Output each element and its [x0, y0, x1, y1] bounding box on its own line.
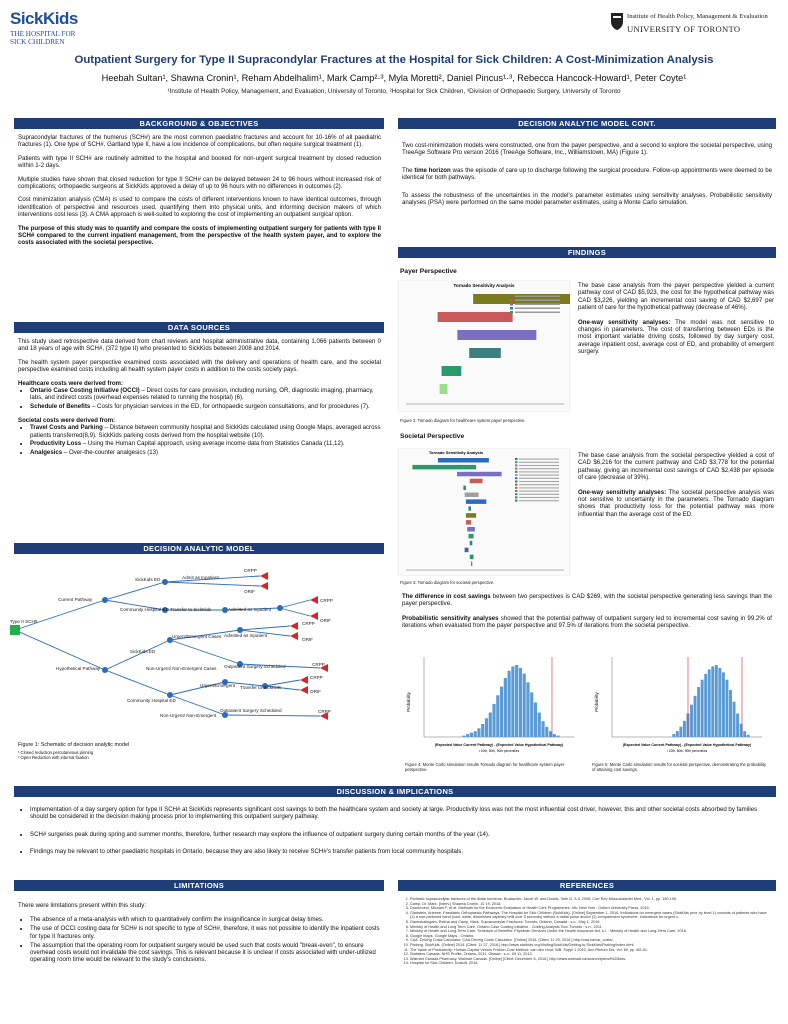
legend-swatch — [515, 496, 518, 498]
hist-payer-xlabel: (Expected Value Current Pathway) - (Expected Value Hypothetical Pathway) — [434, 743, 564, 747]
legend-text-placeholder — [519, 494, 559, 495]
leaf-crpp-4: CRPP — [312, 662, 325, 667]
reference-item: 2. Camp, Dr. Mark. [Interv.] Shawna Cronin. 10 19, 2016. — [410, 902, 772, 907]
societal-costs-heading: Societal costs were derived from: — [18, 416, 116, 424]
histogram-bar — [683, 721, 686, 737]
reference-item: 4. Gladstein, Arienne. Paediatric Orthopaedic Pathways. The Hospital for Sick Children (SickKids). [Online] September 1, 2016. Indications for emergent cases (SickKids prior by level 1) consists of patients who have (1) a non-perfused hand (cool, white, diminished capillary refill over 3 seconds) without a radial pulse and/or (2) compartment syndrome. Indications for urgent c. — [410, 911, 772, 920]
tornado-societal-bar — [470, 555, 474, 560]
histogram-bar — [725, 680, 728, 737]
tornado-societal-bar — [466, 520, 471, 525]
node-nonurgent-cases: Non-Urgent/ Non-Emergent Cases — [146, 666, 217, 671]
node-admitted-inpatient-3: Admitted as Inpatient — [224, 633, 268, 638]
tornado-societal-bar — [468, 506, 471, 511]
hist-payer-ylabel: Probability — [406, 692, 411, 712]
legend-swatch — [515, 468, 518, 470]
histogram-bar — [474, 731, 477, 737]
ihpme-name: Institute of Health Policy, Management & Evaluation — [627, 13, 768, 20]
discussion-header: DISCUSSION & IMPLICATIONS — [14, 786, 776, 797]
societal-costs-list — [30, 424, 381, 457]
payer-base-case: The base case analysis from the payer perspective yielded a current pathway cost of CAD $5,923, the cost for the hypothetical pathway was CAD $3,226, yielding an incremental cost saving of CAD $2,697 per patient of care for the hypothetical pathway (decrease of 46%). — [578, 282, 774, 312]
tornado-societal-bar — [470, 479, 483, 484]
histogram-societal-chart — [590, 652, 770, 760]
hospital-name-line1: THE HOSPITAL FOR — [10, 30, 76, 38]
tornado-societal-bar — [466, 513, 476, 518]
tornado-societal-title: Tornado Sensitivity Analysis — [428, 450, 484, 455]
background-p4: Cost minimization analysis (CMA) is used to compare the costs of different interventions known to have identical outcomes, through identification of perspective and resources used, quantifying them into physical units, and informing decision makers of which interventions cost less (3). A CMA approach is well-suited to exploring the cost of implementing an outpatient surgical option. — [18, 196, 381, 219]
histogram-bar — [489, 713, 492, 737]
footnote-2: ² Open Reduction with internal fixation — [18, 755, 89, 761]
reference-item: 11. The Value of Productivity: Human-Capital Versus Friction-Cost Method. van den Hout, WB. Suppl 1 2010, Ann Rheum Dis, Vol. 69, pp. i89-91. — [410, 948, 772, 953]
legend-text-placeholder — [519, 465, 559, 466]
list-item: • Productivity Loss – Using the Human Capital approach, using average income data from Statistics Canada (11,12). — [30, 440, 381, 447]
node-outpatient-scheduled-2: Outpatient Surgery Scheduled — [220, 708, 282, 713]
model-cont-p1: Two cost-minimization models were constructed, one from the payer perspective, and a second to explore the societal perspective, using TreeAge Software Pro version 2016 (TreeAge Software, Inc., Williamstown, MA) (Figure 1). — [402, 142, 772, 157]
data-sources-header: DATA SOURCES — [14, 322, 384, 333]
limitations-body — [18, 902, 381, 965]
histogram-bar — [470, 733, 473, 737]
histogram-bar — [545, 727, 548, 737]
histogram-bar — [477, 728, 480, 737]
model-cont-p2: The time horizon was the episode of care up to discharge following the surgical procedure. Follow-up appointments were deemed to be identical for both pathways. — [402, 166, 772, 182]
background-body — [18, 134, 381, 253]
histogram-bar — [466, 734, 469, 737]
societal-base-case: The base case analysis from the societal perspective yielded a cost of CAD $6,216 for the current pathway and CAD $3,778 for the potential pathway, giving an incremental cost savings of CAD $2,438 per episode of care (decrease of 39%). — [578, 452, 774, 482]
reference-item: 12. Statistics Canada. NHS Profile, Ontario, 2011. Ottawa : s.n., 09 11, 2013. — [410, 952, 772, 957]
legend-swatch — [515, 484, 518, 486]
histogram-bar — [747, 735, 750, 737]
node-transfer-sickkids-2: Transfer to SickKids — [240, 685, 281, 690]
hist-societal-ylabel: Probability — [594, 692, 599, 712]
figure2-caption: Figure 2: Tornado diagram for healthcare system payer perspective. — [400, 418, 526, 423]
reference-item: 9. CAA. Driving Costs Calculator. CAA Driving Costs Calculator. [Online] 2016. [Cited: 11 29, 2016.] http://caa.ca/car_costs/. — [410, 938, 772, 943]
reference-item: 6. Ministry of Health and Long Term Care. Ontario Case Costing Initiative - Costing Analysis Tool. Toronto : s.n., 2011. — [410, 925, 772, 930]
histogram-bar — [504, 678, 507, 737]
legend-text-placeholder — [519, 487, 559, 488]
tornado-societal-bar — [465, 548, 469, 553]
legend-text-placeholder — [515, 308, 560, 310]
histogram-bar — [496, 695, 499, 737]
leaf-crpp-1: CRPP — [244, 568, 257, 573]
leaf-crpp-6: CRPP — [318, 709, 331, 714]
hist-societal-note: • 10th, 50th, 90th percentiles — [666, 749, 708, 753]
legend-swatch — [510, 299, 513, 302]
legend-swatch — [515, 490, 518, 492]
sickkids-wordmark: SickKids — [10, 9, 78, 28]
tornado-societal-bar — [465, 493, 479, 498]
leaf-orif-5: ORIF — [310, 689, 321, 694]
node-transfer-sickkids: Transfer to SickKids — [170, 607, 211, 612]
leaf-orif-1: ORIF — [244, 589, 255, 594]
legend-swatch — [515, 461, 518, 463]
tornado-societal-bar — [467, 527, 475, 532]
list-item: • Analgesics – Over-the-counter analgesics (13) — [30, 449, 381, 456]
list-item: • Ontario Case Costing Initiative (OCCI) – Direct costs for care provision, including nursing, OR, diagnostic imaging, pharmacy, labs, and indirect costs (overhead expenses related to running the hospital) (6). — [30, 387, 381, 402]
node-current-pathway: Current Pathway — [58, 597, 93, 602]
histogram-bar — [701, 680, 704, 737]
legend-text-placeholder — [519, 500, 559, 501]
background-p1: Supracondylar fractures of the humerus (SCH#) are the most common paediatric fractures and account for 10-16% of all paediatric fractures (1). One type of SCH#, Gartland type II, have a low incidence of complications, but often require surgical treatment (1). — [18, 134, 381, 149]
list-item: • Implementation of a day surgery option for type II SCH# at SickKids represents significant cost savings to both the healthcare system and society at large. Productivity loss was not the most influential cost driver, however, this and other societal costs absorbed by families should be considered in the decision making process prior to implementing this outpatient surgery pathway. — [30, 806, 770, 821]
decision-model-header: DECISION ANALYTIC MODEL — [14, 543, 384, 554]
histogram-bar — [492, 704, 495, 737]
histogram-bar — [541, 721, 544, 737]
list-item: • Travel Costs and Parking – Distance between community hospital and SickKids calculated using Google Maps, averaged across patients transferred(8,9). SickKids parking costs derived from the hospital website (10). — [30, 424, 381, 439]
histogram-bar — [697, 687, 700, 737]
histogram-bar — [553, 734, 556, 737]
histogram-bar — [743, 731, 746, 737]
histogram-payer-chart — [402, 652, 582, 760]
leaf-crpp-3: CRPP — [302, 621, 315, 626]
legend-text-placeholder — [519, 471, 559, 472]
model-cont-p3: To assess the robustness of the uncertainties in the model's parameter estimates using sensitivity analyses. Probabilistic sensitivity analyses (PSA) were performed on the same model parameter estimates, using a Monte Carlo simulation. — [402, 191, 772, 207]
tornado-societal-bar — [438, 458, 489, 463]
figure4-caption: Figure 4: Monte Carlo simulation results Tornado diagram for healthcare system payer perspective. — [405, 762, 565, 772]
findings-header: FINDINGS — [398, 247, 776, 258]
decision-tree-diagram — [10, 560, 380, 738]
histogram-bar — [549, 731, 552, 737]
histogram-bar — [515, 665, 518, 737]
histogram-bar — [694, 696, 697, 737]
model-cont-header: DECISION ANALYTIC MODEL CONT. — [398, 118, 776, 129]
histogram-bar — [736, 713, 739, 737]
societal-results — [578, 452, 774, 524]
legend-swatch — [510, 303, 513, 306]
background-p3: Multiple studies have shown that closed reduction for type II SCH# can be delayed between 24 to 96 hours without increased risk of complications; orthopaedic surgeons at SickKids approved a delay of up to 96 hours with no differences in outcomes (2). — [18, 175, 381, 191]
legend-text-placeholder — [519, 462, 559, 463]
reference-item: 8. Google Maps. Google Maps - Ontario. — [410, 934, 772, 939]
node-outpatient-scheduled: Outpatient Surgery Scheduled — [224, 664, 286, 669]
histogram-bar — [711, 666, 714, 737]
tornado-payer-title: Tornado Sensitivity Analysis — [453, 283, 515, 288]
histogram-bar — [538, 713, 541, 737]
legend-text-placeholder — [519, 459, 559, 460]
tornado-payer-bar — [438, 312, 513, 322]
figure5-caption: Figure 5: Monte Carlo simulation results for societal perspective, demonstrating the probability of attaining cost savings. — [592, 762, 767, 772]
tornado-societal-bar — [457, 472, 502, 477]
list-item: • Schedule of Benefits – Costs for physician services in the ED, for orthopaedic surgeon consultations, and for procedures (7). — [30, 403, 381, 410]
legend-swatch — [510, 295, 513, 298]
background-p2: Patients with type II SCH# are routinely admitted to the hospital and booked for non-urgent surgical treatment by closed reduction within 1-2 days. — [18, 154, 381, 170]
legend-swatch — [510, 311, 513, 314]
tornado-payer-bar — [469, 348, 501, 358]
tornado-societal-chart — [398, 448, 570, 576]
healthcare-costs-list — [30, 387, 381, 411]
histogram-bar — [704, 674, 707, 737]
histogram-bar — [715, 665, 718, 737]
leaf-crpp-2: CRPP — [320, 598, 333, 603]
list-item: • The assumption that the operating room for outpatient surgery would be used such that costs would "break-even", to ensure overhead costs would not invalidate the cost savings. This is relevant because it is unclear if costs associated with under-utilized operating room time would be relevant to the study's conclusions. — [30, 942, 381, 964]
legend-text-placeholder — [519, 481, 559, 482]
healthcare-costs-heading: Healthcare costs were derived from: — [18, 379, 123, 387]
legend-swatch — [515, 500, 518, 502]
affiliations: ¹Institute of Health Policy, Management, and Evaluation, University of Toronto, ²Hospital for Sick Children, ³Division of Orthopaedic Surgery, University of Toronto — [167, 88, 621, 95]
legend-swatch — [515, 458, 518, 460]
histogram-bar — [534, 702, 537, 737]
legend-swatch — [515, 474, 518, 476]
histogram-bar — [718, 668, 721, 737]
histogram-bar — [557, 736, 560, 737]
node-urgent-2: Urgent/Emergent — [200, 683, 235, 688]
legend-swatch — [515, 471, 518, 473]
histogram-bar — [485, 718, 488, 737]
limitations-intro: There were limitations present within this study: — [18, 902, 147, 909]
reference-item: 5. Ganeshalingam, Rekha and Camp, Mark. Supracondylar Fractures. Toronto, Ontario, Canada : s.n., May 1, 2016. — [410, 920, 772, 925]
histogram-bar — [530, 692, 533, 737]
sickkids-logo — [10, 9, 130, 49]
legend-swatch — [515, 464, 518, 466]
histogram-bar — [676, 731, 679, 737]
legend-text-placeholder — [519, 497, 559, 498]
legend-swatch — [515, 480, 518, 482]
node-admit-inpatient: Admit as Inpatient — [182, 575, 219, 580]
references-header: REFERENCES — [398, 880, 776, 891]
legend-text-placeholder — [515, 312, 560, 314]
reference-item: 13. Walmart Canada Pharmacy. Walmart Canada. [Online] [Cited: December 6, 2016.] http://www.walmart.ca/search/tylenol%20kids. — [410, 957, 772, 962]
reference-item: 10. Parking. SickKids. [Online] 2014. [Cited: 11 27, 2016.] http://www.sickkids.org/VisitingSickKids/Getting-to-SickKids/Parking/index.html. — [410, 943, 772, 948]
payer-oneway: One-way sensitivity analyses: The model was not sensitive to changes in parameters. The cost of transferring between EDs is the most important variable driving costs, followed by day surgery cost, average inpatient cost, average cost of ED, and probability of emergent surgery. — [578, 318, 774, 356]
societal-perspective-heading: Societal Perspective — [400, 433, 465, 440]
histogram-bar — [690, 705, 693, 737]
histogram-bar — [500, 687, 503, 737]
histogram-bar — [729, 690, 732, 737]
histogram-bar — [523, 674, 526, 737]
psa-text: Probabilistic sensitivity analyses showed that the potential pathway of outpatient surgery led to incremental cost saving in 99.2% of iterations when evaluated from the payer perspective and 97.5% of iterations from the societal perspective. — [402, 614, 772, 630]
tornado-payer-bar — [442, 366, 462, 376]
node-root: Type II SCH# — [10, 619, 38, 624]
legend-swatch — [515, 477, 518, 479]
payer-perspective-heading: Payer Perspective — [400, 268, 457, 275]
histogram-bar — [722, 672, 725, 737]
histogram-bar — [672, 734, 675, 737]
node-nonurgent-2: Non-Urgent/ Non-Emergent — [160, 713, 217, 718]
poster-title: Outpatient Surgery for Type II Supracondylar Fractures at the Hospital for Sick Children: A Cost-Minimization Analysis — [74, 54, 714, 66]
legend-swatch — [510, 307, 513, 310]
payer-results — [578, 282, 774, 362]
leaf-orif-2: ORIF — [320, 618, 331, 623]
histogram-bar — [526, 682, 529, 737]
list-item: • The use of OCCI costing data for SCH# is not specific to type of SCH#, therefore, it was not possible to identify the inpatient costs for type II fractures only. — [30, 925, 381, 940]
reference-item: 7. Ministry of Health and Long-Term Care. Schedule of Benefits: Physician Services Under the Health Insurance Act. s.l. : Ministry of Health and Long-Term Care, 2016. — [410, 929, 772, 934]
hist-societal-xlabel: (Expected Value Current Pathway) - (Expected Value Hypothetical Pathway) — [622, 743, 752, 747]
leaf-crpp-5: CRPP — [310, 675, 323, 680]
data-sources-p1: This study used retrospective data derived from chart reviews and hospital administrative data, containing 1,066 patients between 0 and 18 years of age with SCH#, (372 type II) who presented to SickKids between 2008 and 2014. — [18, 338, 381, 353]
discussion-body — [18, 806, 770, 857]
legend-text-placeholder — [519, 468, 559, 469]
legend-swatch — [515, 493, 518, 495]
figure3-caption: Figure 3: Tornado diagram for societal perspective. — [400, 580, 495, 585]
background-header: BACKGROUND & OBJECTIVES — [14, 118, 384, 129]
difference-text: The difference in cost savings between two perspectives is CAD $269, with the societal perspective generating less savings than the payer perspective. — [402, 593, 772, 608]
legend-text-placeholder — [515, 300, 560, 302]
data-sources-body — [18, 338, 381, 458]
tornado-payer-bar — [457, 330, 536, 340]
tornado-societal-bar — [412, 465, 476, 470]
data-sources-p2: The health system payer perspective examined costs associated with the delivery and operations of health care, and the societal perspective examined costs including all health system payer costs in addition to the costs society pays. — [18, 358, 381, 374]
list-item: • Findings may be relevant to other paediatric hospitals in Ontario, because they are also likely to receive SCH#'s transfer patients from local community hospitals. — [30, 848, 770, 855]
author-list: Heebah Sultan¹, Shawna Cronin¹, Reham Abdelhalim¹, Mark Camp²·³, Myla Moretti², Daniel Pincus¹·³, Rebecca Hancock-Howard¹, Peter Coyte¹ — [101, 73, 687, 83]
node-community-ed: Community Hospital ED — [120, 607, 169, 612]
histogram-bar — [708, 669, 711, 737]
tornado-societal-bar — [463, 486, 466, 491]
reference-item: 14. Hospital for Sick Children. Dotsoft. 2016. — [410, 961, 772, 966]
histogram-bar — [481, 724, 484, 737]
hist-payer-note: • 10th, 50th, 90th percentiles — [478, 749, 520, 753]
node-admitted-inpatient: Admitted as Inpatient — [228, 607, 272, 612]
model-cont-body — [402, 142, 772, 212]
node-urgent-cases: Urgent/Emergent Cases — [172, 634, 222, 639]
limitations-header: LIMITATIONS — [14, 880, 384, 891]
legend-text-placeholder — [515, 304, 560, 306]
legend-text-placeholder — [519, 484, 559, 485]
legend-text-placeholder — [519, 475, 559, 476]
leaf-orif-3: ORIF — [302, 637, 313, 642]
legend-text-placeholder — [519, 491, 559, 492]
figure1-caption: Figure 1: Schematic of decision analytic model ¹ Closed reduction percutaneous pinning ² Open Reduction with internal fixation — [18, 742, 138, 760]
node-community-ed-2: Community Hospital ED — [127, 698, 176, 703]
tornado-payer-chart — [398, 280, 570, 412]
references-list — [400, 897, 772, 1017]
tornado-societal-bar — [466, 499, 486, 504]
histogram-bar — [462, 736, 465, 737]
node-sickkids-ed-2: SickKids ED — [130, 649, 156, 654]
background-p5: The purpose of this study was to quantify and compare the costs of implementing outpatient surgery for patients with type II SCH# compared to the current inpatient management, from the perspective of the health system payer, and to explore the costs associated with the societal perspective. — [18, 224, 381, 247]
histogram-bar — [508, 671, 511, 737]
tornado-societal-bar — [470, 541, 473, 546]
hospital-name-line2: SICK CHILDREN — [10, 38, 65, 46]
histogram-bar — [679, 727, 682, 737]
histogram-bar — [511, 666, 514, 737]
node-sickkids-ed: SickKids ED — [135, 577, 161, 582]
legend-text-placeholder — [515, 296, 560, 298]
tornado-societal-bar — [471, 562, 472, 567]
reference-item: 3. Drummond, Michael F, et al. Methods for the Economic Evaluation of Health Care Programmes. 4th. New York : Oxford University Press, 2015. — [410, 906, 772, 911]
histogram-bar — [519, 668, 522, 737]
list-item: • The absence of a meta-analysis with which to quantitatively confirm the insignificance in surgical delay times. — [30, 916, 381, 923]
histogram-bar — [733, 702, 736, 737]
legend-swatch — [515, 487, 518, 489]
uoft-crest-icon — [610, 11, 624, 31]
legend-text-placeholder — [519, 478, 559, 479]
tornado-payer-bar — [440, 384, 448, 394]
reference-item: 1. Pediatric supracondylar fractures of the distal humerus. Brubacher, Jacob W. and Dodds, Seth D. 3-4, 2008, Curr Rev Musculoskelet Med., Vol. 1, pp. 190-196. — [410, 897, 772, 902]
uoft-name: UNIVERSITY OF TORONTO — [627, 24, 741, 34]
list-item: • SCH# surgeries peak during spring and summer months, therefore, further research may explore the influence of outpatient surgery during certain months of the year (14). — [30, 831, 770, 838]
node-hypothetical-pathway: Hypothetical Pathway — [56, 666, 101, 671]
comparison-results — [402, 593, 772, 636]
societal-oneway: One-way sensitivity analyses: The societal perspective analysis was not sensitive to uncertainty in the parameters. The Tornado diagram shows that productivity loss for the potential pathway was more influential than the average cost of the ED. — [578, 488, 775, 518]
tornado-societal-bar — [468, 534, 473, 539]
footnote-1: ¹ Closed reduction percutaneous pinning — [18, 750, 94, 756]
